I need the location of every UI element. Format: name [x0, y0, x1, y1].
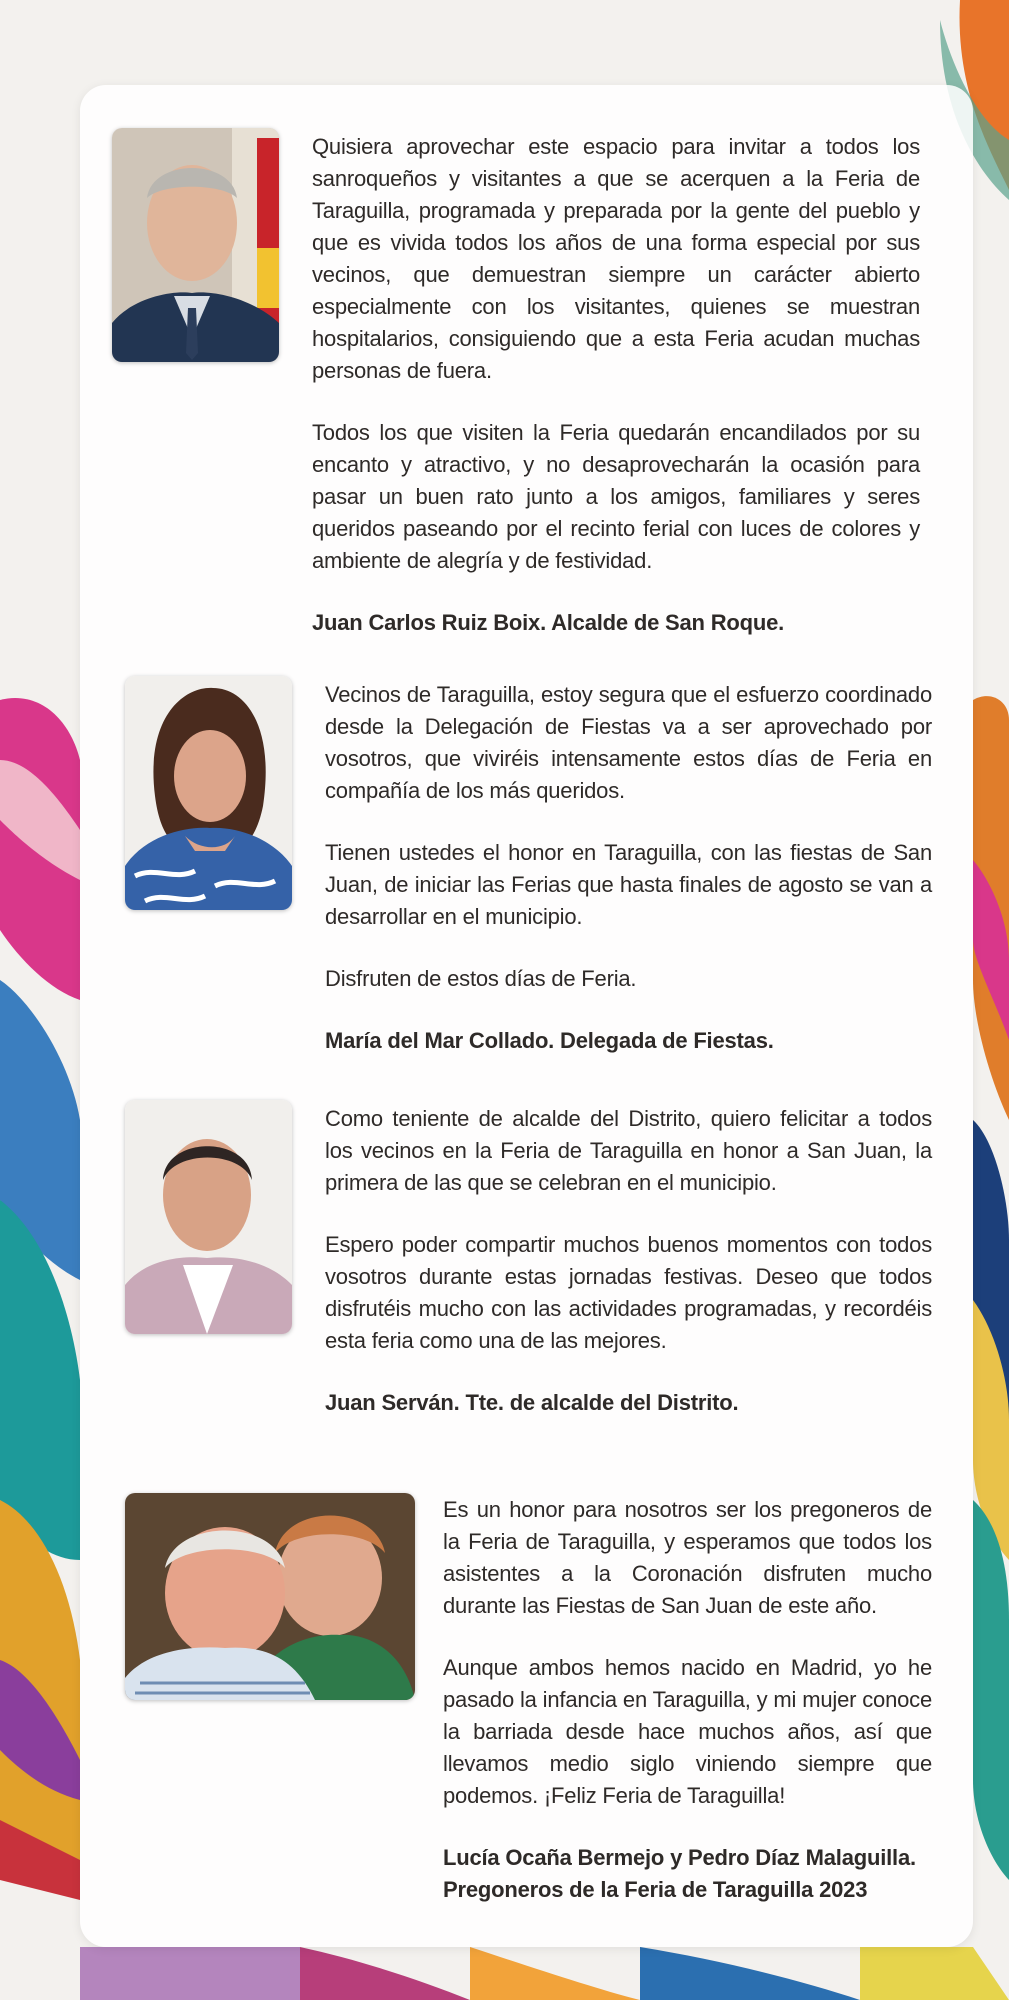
portrait-photo-criers [125, 1493, 415, 1700]
paragraph: Quisiera aprovechar este espacio para invitar a todos los sanroqueños y visitantes a que se acerquen a la Feria de Taraguilla, programada y preparada por la gente del pueblo y que es vivida todos los años de una forma especial por sus vecinos, que demuestran siempre un carácter abierto especialmente con los visitantes, quienes se muestran hospitalarios, consiguiendo que a esta Feria acudan muchas personas de fuera. [312, 134, 920, 383]
paragraph: Es un honor para nosotros ser los pregoneros de la Feria de Taraguilla, y esperamos que todos los asistentes a la Coronación disfruten mucho durante las Fiestas de San Juan de este año. [443, 1497, 932, 1618]
signature-line-2: Pregoneros de la Feria de Taraguilla 2023 [443, 1877, 868, 1902]
signature: María del Mar Collado. Delegada de Fiestas. [325, 1028, 774, 1053]
message-criers [443, 1494, 932, 1906]
signature: Juan Serván. Tte. de alcalde del Distrito. [325, 1390, 739, 1415]
message-mayor [312, 131, 920, 639]
paragraph: Vecinos de Taraguilla, estoy segura que el esfuerzo coordinado desde la Delegación de Fiestas va a ser aprovechado por vosotros, que viviréis intensamente estos días de Feria en compañía de los más queridos. [325, 682, 932, 803]
portrait-photo-mayor [112, 128, 279, 362]
paragraph: Aunque ambos hemos nacido en Madrid, yo he pasado la infancia en Taraguilla, y mi mujer conoce la barriada desde hace muchos años, así que llevamos medio siglo viniendo siempre que podemos. ¡Feliz Feria de Taraguilla! [443, 1655, 932, 1808]
message-deputy-mayor [325, 1103, 932, 1419]
paragraph: Tienen ustedes el honor en Taraguilla, con las fiestas de San Juan, de iniciar las Ferias que hasta finales de agosto se van a desarrollar en el municipio. [325, 840, 932, 929]
paragraph: Todos los que visiten la Feria quedarán encandilados por su encanto y atractivo, y no desaprovecharán la ocasión para pasar un buen rato junto a los amigos, familiares y seres queridos paseando por el recinto ferial con luces de colores y ambiente de alegría y de festividad. [312, 420, 920, 573]
paragraph: Disfruten de estos días de Feria. [325, 966, 637, 991]
portrait-photo-delegate [125, 676, 292, 910]
portrait-photo-deputy-mayor [125, 1100, 292, 1334]
signature: Juan Carlos Ruiz Boix. Alcalde de San Roque. [312, 610, 785, 635]
paragraph: Como teniente de alcalde del Distrito, quiero felicitar a todos los vecinos en la Feria de Taraguilla en honor a San Juan, la primera de las que se celebran en el municipio. [325, 1106, 932, 1195]
message-delegate [325, 679, 932, 1057]
signature: Lucía Ocaña Bermejo y Pedro Díaz Malaguilla. [443, 1845, 916, 1870]
paragraph: Espero poder compartir muchos buenos momentos con todos vosotros durante estas jornadas festivas. Deseo que todos disfrutéis mucho con las actividades programadas, y recordéis esta feria como una de las mejores. [325, 1232, 932, 1353]
